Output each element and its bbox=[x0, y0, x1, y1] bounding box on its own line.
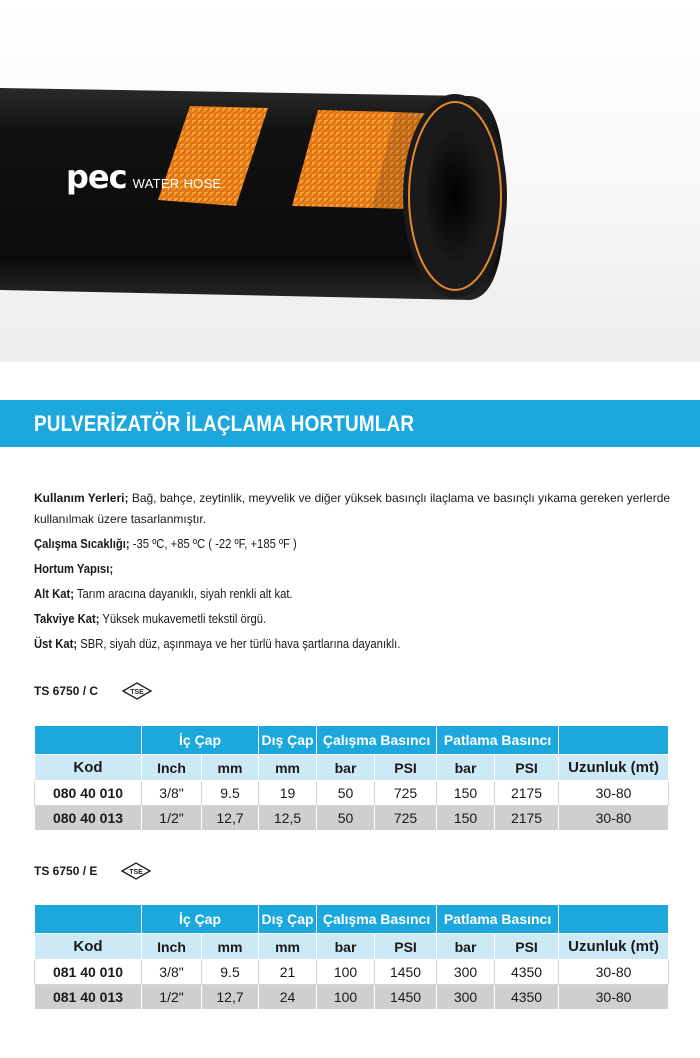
subheader-inch: Inch bbox=[142, 934, 202, 960]
subheader-psi: PSI bbox=[375, 755, 437, 781]
header-burst-pressure: Patlama Basıncı bbox=[437, 726, 559, 755]
subheader-psi: PSI bbox=[375, 934, 437, 960]
header-blank bbox=[35, 726, 142, 755]
cell-outer-mm: 24 bbox=[259, 985, 317, 1010]
structure-line bbox=[34, 559, 610, 580]
cell-working-psi: 1450 bbox=[375, 985, 437, 1010]
subheader-bar: bar bbox=[317, 934, 375, 960]
usage-text: Bağ, bahçe, zeytinlik, meyvelik ve diğer yüksek basınçlı ilaçlama ve basınçlı yıkama gereken yerlerde kullanılmak üzere tasarlanmıştır. bbox=[34, 491, 671, 526]
header-blank bbox=[559, 905, 669, 934]
cell-working-psi: 725 bbox=[375, 806, 437, 831]
cell-inner-mm: 9.5 bbox=[202, 781, 259, 806]
standard-code: TS 6750 / E bbox=[34, 864, 98, 878]
cell-inch: 3/8" bbox=[142, 781, 202, 806]
reinforcement-text: Yüksek mukavemetli tekstil örgü. bbox=[99, 612, 267, 626]
usage-line bbox=[34, 488, 674, 530]
cell-burst-bar: 150 bbox=[437, 806, 495, 831]
section-title-band bbox=[0, 400, 700, 447]
subheader-psi: PSI bbox=[495, 934, 559, 960]
subheader-bar: bar bbox=[437, 934, 495, 960]
cell-burst-psi: 4350 bbox=[495, 960, 559, 985]
cell-working-bar: 100 bbox=[317, 960, 375, 985]
product-hero-image bbox=[0, 0, 700, 362]
tse-cert-icon bbox=[119, 862, 153, 880]
cell-inner-mm: 12,7 bbox=[202, 806, 259, 831]
cell-inner-mm: 9.5 bbox=[202, 960, 259, 985]
subheader-mm: mm bbox=[259, 755, 317, 781]
table-row bbox=[35, 806, 669, 831]
reinforcement-line bbox=[34, 609, 610, 630]
cell-length: 30-80 bbox=[559, 960, 669, 985]
standard-label-c bbox=[34, 682, 154, 700]
subheader-mm: mm bbox=[202, 934, 259, 960]
subheader-mm: mm bbox=[202, 755, 259, 781]
usage-label: Kullanım Yerleri; bbox=[34, 491, 129, 505]
subheader-code: Kod bbox=[35, 934, 142, 960]
tse-cert-text: TSE bbox=[129, 869, 144, 876]
subheader-bar: bar bbox=[437, 755, 495, 781]
cell-burst-bar: 150 bbox=[437, 781, 495, 806]
temperature-label: Çalışma Sıcaklığı; bbox=[34, 537, 130, 551]
subheader-code: Kod bbox=[35, 755, 142, 781]
header-burst-pressure: Patlama Basıncı bbox=[437, 905, 559, 934]
table-subheader-row bbox=[35, 934, 669, 960]
header-working-pressure: Çalışma Basıncı bbox=[317, 726, 437, 755]
header-working-pressure: Çalışma Basıncı bbox=[317, 905, 437, 934]
header-blank bbox=[35, 905, 142, 934]
product-description bbox=[34, 488, 674, 659]
cell-length: 30-80 bbox=[559, 806, 669, 831]
standard-code: TS 6750 / C bbox=[34, 684, 99, 698]
table-row bbox=[35, 985, 669, 1010]
cell-burst-psi: 2175 bbox=[495, 806, 559, 831]
cell-outer-mm: 21 bbox=[259, 960, 317, 985]
temperature-line bbox=[34, 534, 610, 555]
cell-working-bar: 100 bbox=[317, 985, 375, 1010]
temperature-text: -35 ºC, +85 ºC ( -22 ºF, +185 ºF ) bbox=[129, 537, 297, 551]
header-outer-diameter: Dış Çap bbox=[259, 905, 317, 934]
subheader-mm: mm bbox=[259, 934, 317, 960]
cell-burst-psi: 4350 bbox=[495, 985, 559, 1010]
tse-cert-text: TSE bbox=[130, 689, 144, 696]
inner-layer-line bbox=[34, 584, 610, 605]
table-row bbox=[35, 781, 669, 806]
tse-cert-icon bbox=[120, 682, 154, 700]
cell-outer-mm: 12,5 bbox=[259, 806, 317, 831]
outer-layer-text: SBR, siyah düz, aşınmaya ve her türlü hava şartlarına dayanıklı. bbox=[77, 637, 401, 651]
subheader-inch: Inch bbox=[142, 755, 202, 781]
table-subheader-row bbox=[35, 755, 669, 781]
spec-table-c bbox=[34, 725, 669, 831]
subheader-bar: bar bbox=[317, 755, 375, 781]
cell-code: 081 40 010 bbox=[35, 960, 142, 985]
cell-working-psi: 1450 bbox=[375, 960, 437, 985]
cell-working-psi: 725 bbox=[375, 781, 437, 806]
outer-layer-label: Üst Kat; bbox=[34, 637, 78, 651]
cell-outer-mm: 19 bbox=[259, 781, 317, 806]
cell-burst-psi: 2175 bbox=[495, 781, 559, 806]
cell-inch: 1/2" bbox=[142, 806, 202, 831]
cell-burst-bar: 300 bbox=[437, 985, 495, 1010]
table-header-row bbox=[35, 905, 669, 934]
cell-inner-mm: 12,7 bbox=[202, 985, 259, 1010]
inner-layer-text: Tarım aracına dayanıklı, siyah renkli alt kat. bbox=[74, 587, 293, 601]
brand-logo bbox=[66, 158, 222, 196]
spec-table-e bbox=[34, 904, 669, 1010]
header-inner-diameter: İç Çap bbox=[142, 905, 259, 934]
cell-inch: 3/8" bbox=[142, 960, 202, 985]
cell-code: 080 40 010 bbox=[35, 781, 142, 806]
cell-burst-bar: 300 bbox=[437, 960, 495, 985]
cell-working-bar: 50 bbox=[317, 806, 375, 831]
cell-working-bar: 50 bbox=[317, 781, 375, 806]
cell-code: 080 40 013 bbox=[35, 806, 142, 831]
subheader-length: Uzunluk (mt) bbox=[559, 934, 669, 960]
header-blank bbox=[559, 726, 669, 755]
cell-length: 30-80 bbox=[559, 781, 669, 806]
standard-label-e bbox=[34, 862, 153, 880]
reinforcement-label: Takviye Kat; bbox=[34, 612, 100, 626]
brand-name: pec bbox=[66, 158, 127, 196]
header-inner-diameter: İç Çap bbox=[142, 726, 259, 755]
page-title: PULVERİZATÖR İLAÇLAMA HORTUMLAR bbox=[34, 411, 415, 436]
table-header-row bbox=[35, 726, 669, 755]
subheader-length: Uzunluk (mt) bbox=[559, 755, 669, 781]
table-row bbox=[35, 960, 669, 985]
header-outer-diameter: Dış Çap bbox=[259, 726, 317, 755]
structure-label: Hortum Yapısı; bbox=[34, 562, 114, 576]
subheader-psi: PSI bbox=[495, 755, 559, 781]
cell-code: 081 40 013 bbox=[35, 985, 142, 1010]
brand-tagline: WATER HOSE bbox=[132, 176, 222, 191]
cell-length: 30-80 bbox=[559, 985, 669, 1010]
outer-layer-line bbox=[34, 634, 610, 655]
inner-layer-label: Alt Kat; bbox=[34, 587, 75, 601]
cell-inch: 1/2" bbox=[142, 985, 202, 1010]
